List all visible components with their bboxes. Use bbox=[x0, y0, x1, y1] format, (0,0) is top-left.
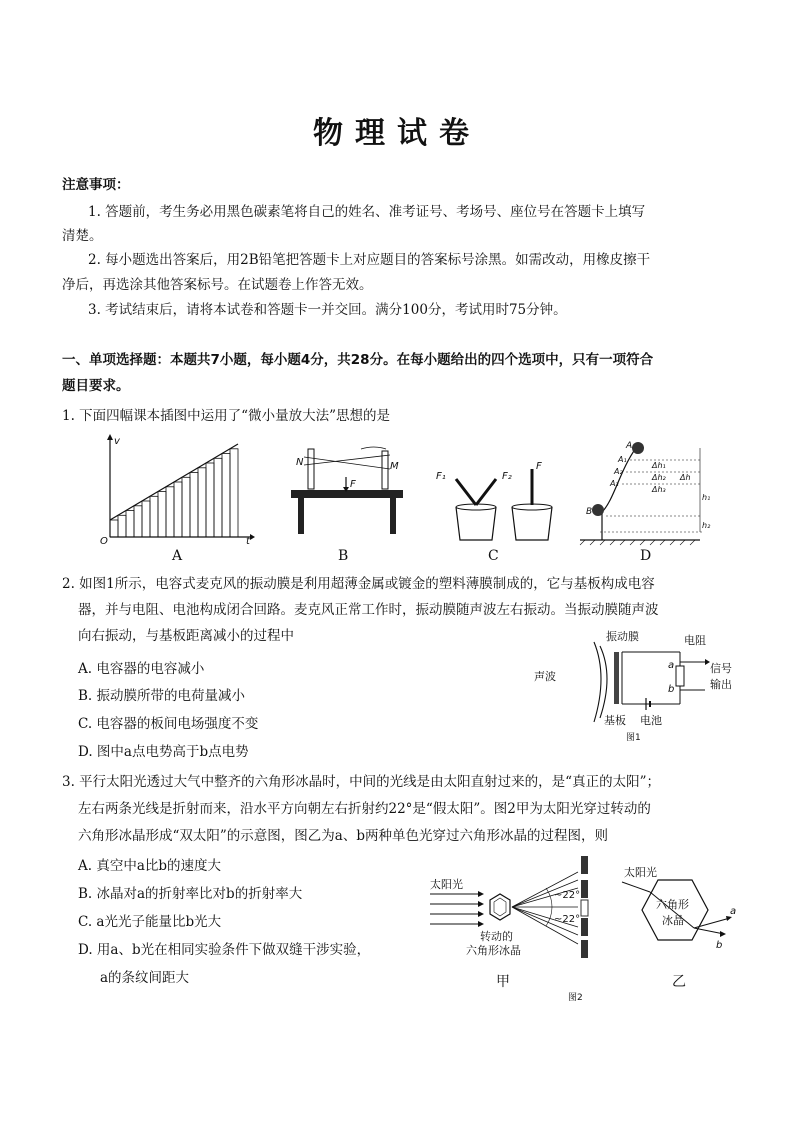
base-label: 基板 bbox=[604, 714, 626, 727]
h2-label: h₂ bbox=[702, 521, 711, 530]
q1-label-d: D bbox=[640, 548, 652, 564]
section-heading: 一、单项选择题：本题共7小题，每小题4分，共28分。在每小题给出的四个选项中，只有一项符合 bbox=[62, 352, 654, 368]
signal-label: 信号 bbox=[710, 662, 732, 675]
hexagon-label: 六角形 bbox=[656, 898, 689, 911]
step-bar bbox=[190, 473, 198, 538]
h1-label: h₁ bbox=[702, 493, 711, 502]
step-bar bbox=[174, 482, 182, 537]
notice-item-2-cont: 净后，再选涂其他答案标号。在试题卷上作答无效。 bbox=[62, 277, 373, 293]
point-b-label: B bbox=[586, 507, 593, 517]
q2-stem: 2. 如图1所示，电容式麦克风的振动膜是利用超薄金属或镀金的塑料薄膜制成的，它与基板构成电容 bbox=[62, 576, 655, 592]
force-f1-label: F₁ bbox=[436, 471, 446, 482]
page-title: 物理试卷 bbox=[313, 116, 481, 151]
point-a1-label: A₁ bbox=[618, 455, 627, 464]
point-a-label: A bbox=[626, 441, 633, 451]
notice-item-1: 1. 答题前，考生务必用黑色碳素笔将自己的姓名、准考证号、考场号、座位号在答题卡上填写 bbox=[88, 204, 646, 220]
step-bar bbox=[134, 506, 142, 537]
q2-stem-cont-1: 器，并与电阻、电池构成闭合回路。麦克风正常工作时，振动膜随声波左右振动。当振动膜随声波 bbox=[78, 602, 659, 618]
sunlight-label: 太阳光 bbox=[624, 866, 657, 879]
angle-upper-label: ~22° bbox=[554, 890, 581, 901]
hex-crystal-label: 六角形冰晶 bbox=[466, 944, 521, 957]
force-f-label: F bbox=[350, 479, 356, 490]
step-bar bbox=[126, 511, 134, 538]
membrane-label: 振动膜 bbox=[606, 630, 639, 643]
dh2-label: Δh₂ bbox=[652, 473, 666, 482]
step-bar bbox=[158, 492, 166, 538]
origin-label: O bbox=[100, 536, 108, 547]
q3-figure-yi bbox=[620, 862, 740, 992]
figure-jia-label: 甲 bbox=[496, 974, 510, 990]
light-b-label: b bbox=[716, 940, 723, 951]
point-a2-label: A₂ bbox=[614, 467, 623, 476]
step-bar bbox=[230, 449, 238, 537]
notice-item-3: 3. 考试结束后，请将本试卷和答题卡一并交回。满分100分，考试用时75分钟。 bbox=[88, 302, 567, 318]
step-bar bbox=[166, 487, 174, 537]
q3-option-c: C. a光光子能量比b光大 bbox=[78, 914, 222, 930]
step-bar bbox=[198, 468, 206, 537]
step-bar bbox=[206, 463, 214, 537]
q1-label-a: A bbox=[172, 548, 183, 564]
sunlight-label: 太阳光 bbox=[430, 878, 463, 891]
mirror-m-label: M bbox=[390, 461, 399, 472]
point-a3-label: A₃ bbox=[610, 479, 619, 488]
q2-stem-cont-2: 向右振动，与基板距离减小的过程中 bbox=[78, 628, 294, 644]
q1-figure-d bbox=[580, 440, 710, 545]
q3-option-b: B. 冰晶对a的折射率比对b的折射率大 bbox=[78, 886, 303, 902]
q3-stem-cont-2: 六角形冰晶形成“双太阳”的示意图，图乙为a、b两种单色光穿过六角形冰晶的过程图，则 bbox=[78, 828, 608, 844]
axis-t-label: t bbox=[246, 536, 250, 547]
force-f2-label: F₂ bbox=[502, 471, 512, 482]
q3-figure-jia bbox=[428, 852, 598, 1002]
q1-figure-c bbox=[434, 455, 564, 543]
q1-figure-b bbox=[286, 445, 411, 535]
figure-1-caption: 图1 bbox=[626, 733, 641, 743]
q2-option-b: B. 振动膜所带的电荷量减小 bbox=[78, 688, 246, 704]
notice-item-2: 2. 每小题选出答案后，用2B铅笔把答题卡上对应题目的答案标号涂黑。如需改动，用橡皮擦干 bbox=[88, 252, 651, 268]
q1-figure-a bbox=[100, 432, 260, 547]
notice-heading: 注意事项： bbox=[62, 177, 130, 193]
q2-figure bbox=[530, 626, 730, 746]
notice-item-1-cont: 清楚。 bbox=[62, 228, 103, 244]
step-bar bbox=[214, 458, 222, 537]
q3-option-a: A. 真空中a比b的速度大 bbox=[78, 858, 222, 874]
q2-option-c: C. 电容器的板间电场强度不变 bbox=[78, 716, 259, 732]
dh1-label: Δh₁ bbox=[652, 461, 666, 470]
rotating-label: 转动的 bbox=[480, 930, 513, 943]
mirror-n-label: N bbox=[296, 457, 304, 468]
angle-lower-label: ~22° bbox=[554, 914, 581, 925]
crystal-label: 冰晶 bbox=[662, 914, 684, 927]
q1-label-c: C bbox=[488, 548, 499, 564]
section-heading-cont: 题目要求。 bbox=[62, 378, 130, 394]
battery-label: 电池 bbox=[640, 714, 662, 727]
step-bar bbox=[142, 501, 150, 537]
sound-label: 声波 bbox=[534, 670, 556, 683]
q1-label-b: B bbox=[338, 548, 349, 564]
q2-option-a: A. 电容器的电容减小 bbox=[78, 661, 205, 677]
q3-option-d-cont: a的条纹间距大 bbox=[100, 970, 190, 986]
resistor-label: 电阻 bbox=[684, 634, 706, 647]
q2-option-d: D. 图中a点电势高于b点电势 bbox=[78, 744, 249, 760]
axis-v-label: v bbox=[114, 436, 120, 447]
dh3-label: Δh₃ bbox=[652, 485, 666, 494]
force-f-label: F bbox=[536, 461, 542, 472]
step-bar bbox=[182, 477, 190, 537]
figure-yi-label: 乙 bbox=[672, 974, 686, 990]
signal-output-label: 输出 bbox=[710, 678, 732, 691]
step-bar bbox=[118, 515, 126, 537]
q3-option-d: D. 用a、b光在相同实验条件下做双缝干涉实验， bbox=[78, 942, 371, 958]
point-b-label: b bbox=[668, 684, 675, 695]
point-a-label: a bbox=[668, 660, 675, 671]
q3-stem-cont-1: 左右两条光线是折射而来，沿水平方向朝左右折射约22°是“假太阳”。图2甲为太阳光穿过转动的 bbox=[78, 801, 651, 817]
step-bar bbox=[110, 520, 118, 537]
dh-label: Δh bbox=[680, 473, 691, 482]
light-a-label: a bbox=[730, 906, 737, 917]
step-bar bbox=[150, 496, 158, 537]
q3-stem: 3. 平行太阳光透过大气中整齐的六角形冰晶时，中间的光线是由太阳直射过来的，是“真正的太阳”； bbox=[62, 774, 660, 790]
step-bar bbox=[222, 454, 230, 538]
figure-2-caption: 图2 bbox=[568, 993, 583, 1003]
q1-stem: 1. 下面四幅课本插图中运用了“微小量放大法”思想的是 bbox=[62, 408, 390, 424]
